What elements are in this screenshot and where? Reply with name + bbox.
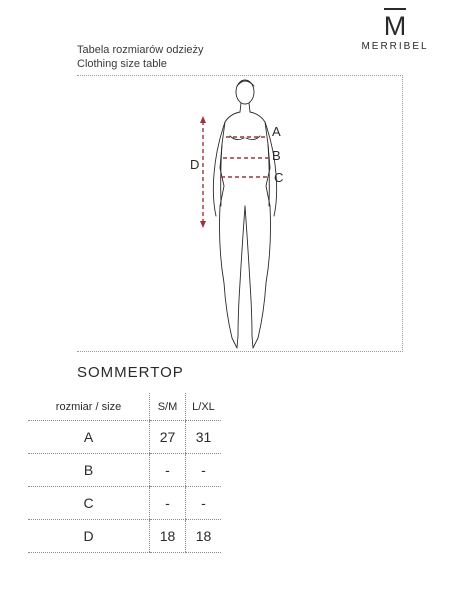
cell-value: - [150, 487, 186, 520]
figure-torso-left [220, 112, 240, 206]
row-label: A [28, 421, 150, 454]
logo-bar [384, 8, 406, 10]
row-label: C [28, 487, 150, 520]
cell-value: 18 [150, 520, 186, 553]
arrow-up-icon [200, 116, 206, 123]
cell-value: - [150, 454, 186, 487]
header-size-label: rozmiar / size [28, 393, 150, 421]
table-header-row [28, 393, 221, 421]
figure-leg-right [253, 206, 271, 348]
measure-label-a: A [272, 124, 281, 139]
header-sm: S/M [150, 393, 186, 421]
table-row [28, 520, 221, 553]
header-lxl: L/XL [186, 393, 222, 421]
cell-value: - [186, 454, 222, 487]
row-label: D [28, 520, 150, 553]
table-row [28, 421, 221, 454]
title-polish: Tabela rozmiarów odzieży [77, 44, 204, 56]
row-label: B [28, 454, 150, 487]
cell-value: 27 [150, 421, 186, 454]
measure-label-b: B [272, 148, 281, 163]
body-figure-diagram [180, 78, 310, 354]
brand-logo [343, 8, 447, 52]
table-row [28, 454, 221, 487]
size-table [28, 393, 221, 553]
product-name: SOMMERTOP [77, 364, 184, 381]
measure-label-c: C [274, 170, 284, 185]
arrow-down-icon [200, 221, 206, 228]
measure-label-d: D [190, 157, 200, 172]
brand-name: MERRIBEL [361, 41, 429, 52]
cell-value: - [186, 487, 222, 520]
figure-leg-left [220, 206, 238, 348]
page-titles [77, 43, 204, 71]
cell-value: 18 [186, 520, 222, 553]
logo-mark: M [383, 11, 407, 41]
figure-torso-right [250, 112, 270, 206]
title-english: Clothing size table [77, 58, 167, 70]
table-row [28, 487, 221, 520]
cell-value: 31 [186, 421, 222, 454]
